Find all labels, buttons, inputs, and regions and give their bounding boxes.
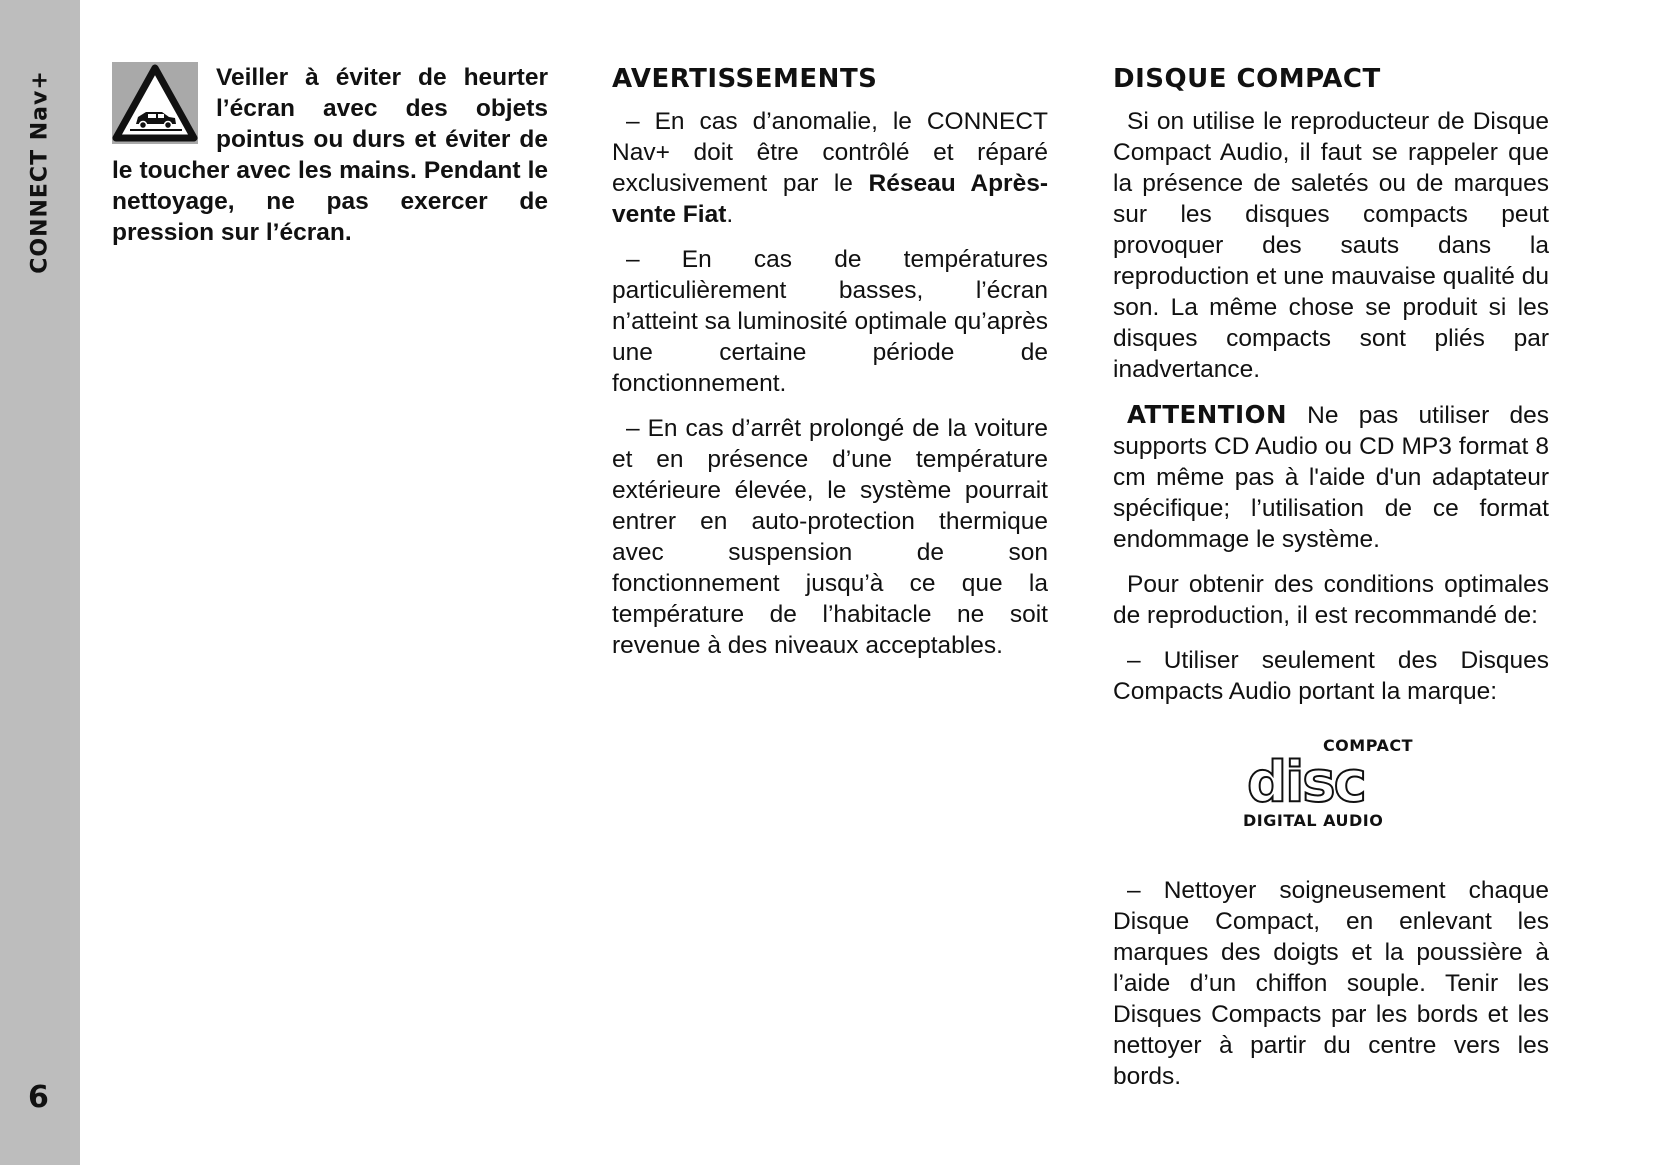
warning-box [112, 62, 548, 248]
section-title: CONNECT Nav+ [27, 70, 53, 274]
attention-label: ATTENTION [1127, 400, 1287, 429]
paragraph-text: – En cas d’anomalie, le CONNECT Nav+ doit être contrôlé et réparé exclusivement par le [612, 108, 1048, 197]
avertissements-paragraph-3: – En cas d’arrêt prolongé de la voiture et en présence d’une température extérieure élevée, le système pourrait entrer en auto-protection thermique avec suspension de son fonctionnement jusqu’à ce que la température de l’habitacle ne soit revenue à des niveaux acceptables. [612, 415, 1048, 659]
fiat-network-emphasis: Réseau Après-vente Fiat [612, 170, 1048, 228]
column-middle [612, 62, 1048, 675]
avertissements-heading: AVERTISSEMENTS [612, 64, 878, 94]
avertissements-paragraph-1 [612, 106, 1048, 230]
warning-triangle-car-icon [112, 62, 198, 144]
disque-paragraph-5: – Nettoyer soigneusement chaque Disque Compact, en enlevant les marques des doigts et la poussière à l’aide d’un chiffon souple. Tenir les Disques Compacts par les bords et les nettoyer à partir du centre vers les bords. [1113, 877, 1549, 1090]
column-right [1113, 62, 1549, 1106]
compact-disc-logo [1243, 737, 1413, 831]
side-band [0, 0, 80, 1165]
avertissements-paragraph-2: – En cas de températures particulièrement basses, l’écran n’atteint sa luminosité optimale qu’après une certaine période de fonctionnement. [612, 246, 1048, 397]
disque-paragraph-3: Pour obtenir des conditions optimales de reproduction, il est recommandé de: [1113, 571, 1549, 629]
disque-paragraph-1: Si on utilise le reproducteur de Disque Compact Audio, il faut se rappeler que la présence de saletés ou de marques sur les disques compacts peut provoquer des sauts dans la reproduction et une mauvaise qualité du son. La même chose se produit si les disques compacts sont pliés par inadvertance. [1113, 108, 1549, 383]
paragraph-text-end: . [726, 201, 734, 228]
logo-disc-text: disc [1247, 750, 1365, 815]
logo-digital-audio-text: DIGITAL AUDIO [1243, 811, 1384, 830]
disque-heading: DISQUE COMPACT [1113, 64, 1381, 94]
disque-paragraph-4: – Utiliser seulement des Disques Compacts Audio portant la marque: [1113, 647, 1549, 705]
logo-compact-text: COMPACT [1322, 736, 1413, 755]
attention-text: Ne pas utiliser des supports CD Audio ou CD MP3 format 8 cm même pas à l'aide d'un adaptateur spécifique; l’utilisation de ce format endommage le système. [1113, 402, 1549, 553]
page-number: 6 [28, 1080, 49, 1115]
column-left [112, 62, 548, 248]
attention-paragraph [1113, 399, 1549, 555]
warning-text: Veiller à éviter de heurter l’écran avec des objets pointus ou durs et éviter de le toucher avec les mains. Pendant le nettoyage, ne pas exercer de pression sur l’écran. [112, 64, 548, 246]
